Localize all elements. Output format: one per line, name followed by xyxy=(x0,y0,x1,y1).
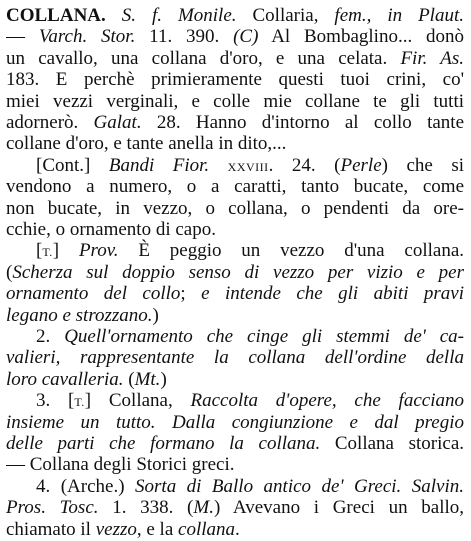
entry-text-segment: vendono a numero, o a caratti, tanto bucate, come xyxy=(6,176,464,198)
entry-text-segment: Pros. Tosc. xyxy=(6,497,99,519)
entry-text-segment: miei vezzi verginali, e colle mie collane te gli tutti xyxy=(6,90,464,112)
entry-text-segment: legano e strozzano. xyxy=(6,304,153,326)
entry-text-segment: 1. 338. ( xyxy=(98,497,194,519)
entry-text-segment: ( xyxy=(6,261,13,283)
entry-text-segment: COLLANA. xyxy=(6,5,106,26)
entry-line xyxy=(6,368,464,391)
entry-text-segment: delle parti che formano la collana. xyxy=(6,433,321,454)
entry-text-segment: 3. [ xyxy=(36,390,75,412)
entry-text-segment: Collana storica. xyxy=(320,433,464,454)
entry-text-segment xyxy=(106,5,122,26)
entry-text-segment: ] xyxy=(52,240,79,262)
entry-text-segment: vezzo xyxy=(95,518,137,540)
entry-line xyxy=(36,389,464,412)
entry-text-segment: valieri, rappresentante la collana dell'ordine della xyxy=(6,347,464,369)
entry-text-segment: (C) xyxy=(233,26,259,48)
entry-line xyxy=(36,239,464,262)
entry-text-segment: 2. xyxy=(36,326,65,347)
entry-text-segment: S. f. Monile. xyxy=(121,5,237,26)
entry-text-segment: Fir. As. xyxy=(400,47,464,69)
entry-text-segment: loro cavalleria. xyxy=(6,368,124,390)
entry-text-segment: Perle xyxy=(340,154,382,176)
entry-text-segment: ornamento del collo xyxy=(6,283,181,305)
entry-text-segment: collana xyxy=(178,518,236,540)
entry-text-segment: collane d'oro, e tante anella in dito,... xyxy=(6,133,287,155)
entry-line xyxy=(6,453,464,476)
entry-line xyxy=(36,154,464,177)
entry-text-segment: e intende che gli abiti pravi xyxy=(201,283,464,305)
entry-line xyxy=(6,47,464,70)
entry-text-segment: Scherza sul doppio senso di vezzo per vizio e per xyxy=(12,261,464,283)
entry-text-segment: T. xyxy=(42,245,53,260)
entry-text-segment: Collaria, xyxy=(236,5,335,26)
entry-line xyxy=(6,68,464,91)
entry-text-segment: cchie, o ornamento di capo. xyxy=(6,219,216,240)
entry-text-segment: . xyxy=(235,518,240,540)
entry-text-segment: . 24. ( xyxy=(268,154,341,176)
entry-text-segment: adornerò. xyxy=(6,112,94,133)
entry-text-segment: 11. 390. xyxy=(135,26,234,48)
entry-text-segment: chiamato il xyxy=(6,518,96,540)
entry-line xyxy=(6,175,464,198)
entry-text-segment: insieme un tutto. Dalla congiunzione e dal pregio xyxy=(6,411,464,433)
entry-text-segment: , e la xyxy=(136,518,179,540)
entry-line xyxy=(6,411,464,434)
entry-text-segment: Varch. Stor. xyxy=(38,26,136,48)
entry-line xyxy=(6,218,464,241)
entry-text-segment: 28. Hanno d'intorno al collo tante xyxy=(141,112,464,133)
entry-line xyxy=(36,475,464,498)
entry-line xyxy=(6,432,464,455)
entry-text-segment: XXVIII xyxy=(227,159,269,174)
entry-line xyxy=(6,132,464,155)
entry-text-segment: M. xyxy=(193,497,214,519)
entry-line xyxy=(6,346,464,369)
entry-text-segment: — Collana degli Storici greci. xyxy=(6,454,235,476)
entry-text-segment: fem., in Plaut. xyxy=(334,5,464,26)
entry-line xyxy=(6,261,464,284)
entry-text-segment xyxy=(209,155,228,176)
entry-text-segment: ; xyxy=(180,283,202,305)
entry-line xyxy=(6,111,464,134)
entry-line xyxy=(6,90,464,113)
entry-text-segment: — xyxy=(6,26,39,48)
entry-line xyxy=(36,325,464,348)
entry-text-segment: Prov. xyxy=(78,240,119,262)
entry-text-segment: Raccolta d'opere, che facciano xyxy=(190,390,464,412)
entry-line xyxy=(6,518,464,541)
entry-text-segment: [Cont.] xyxy=(36,154,109,176)
entry-text-segment: Mt. xyxy=(134,368,161,390)
entry-text-segment: T. xyxy=(74,395,85,410)
entry-text-segment: Sorta di Ballo antico de' Greci. Salvin. xyxy=(135,475,464,497)
entry-text-segment: ( xyxy=(123,368,135,390)
entry-line xyxy=(6,25,464,48)
entry-text-segment: [ xyxy=(36,240,43,262)
entry-text-segment: ) che si xyxy=(381,154,464,176)
entry-text-segment: È peggio un vezzo d'una collana. xyxy=(118,240,464,262)
entry-line xyxy=(6,304,464,327)
entry-text-segment: 183. E perchè primieramente questi tuoi crini, co' xyxy=(6,69,464,91)
entry-text-segment: ) Avevano i Greci un ballo, xyxy=(213,497,464,519)
entry-text-segment: un cavallo, una collana d'oro, e una celata. xyxy=(6,47,401,69)
entry-line xyxy=(6,197,464,220)
entry-text-segment: Galat. xyxy=(93,112,142,133)
entry-headline xyxy=(6,4,464,27)
entry-text-segment: Quell'ornamento che cinge gli stemmi de' ca- xyxy=(64,326,464,347)
entry-text-segment: ) xyxy=(160,368,167,390)
entry-text-segment: ) xyxy=(152,304,159,326)
entry-text-segment: Al Bombaglino... donò xyxy=(258,26,464,48)
entry-text-segment: ] Collana, xyxy=(84,390,191,412)
entry-text-segment: non bucate, in vezzo, o collana, o pendenti da ore- xyxy=(6,197,464,219)
entry-line xyxy=(6,496,464,519)
entry-text-segment: 4. (Arche.) xyxy=(36,475,136,497)
entry-line xyxy=(6,282,464,305)
entry-text-segment: Bandi Fior. xyxy=(108,154,210,176)
